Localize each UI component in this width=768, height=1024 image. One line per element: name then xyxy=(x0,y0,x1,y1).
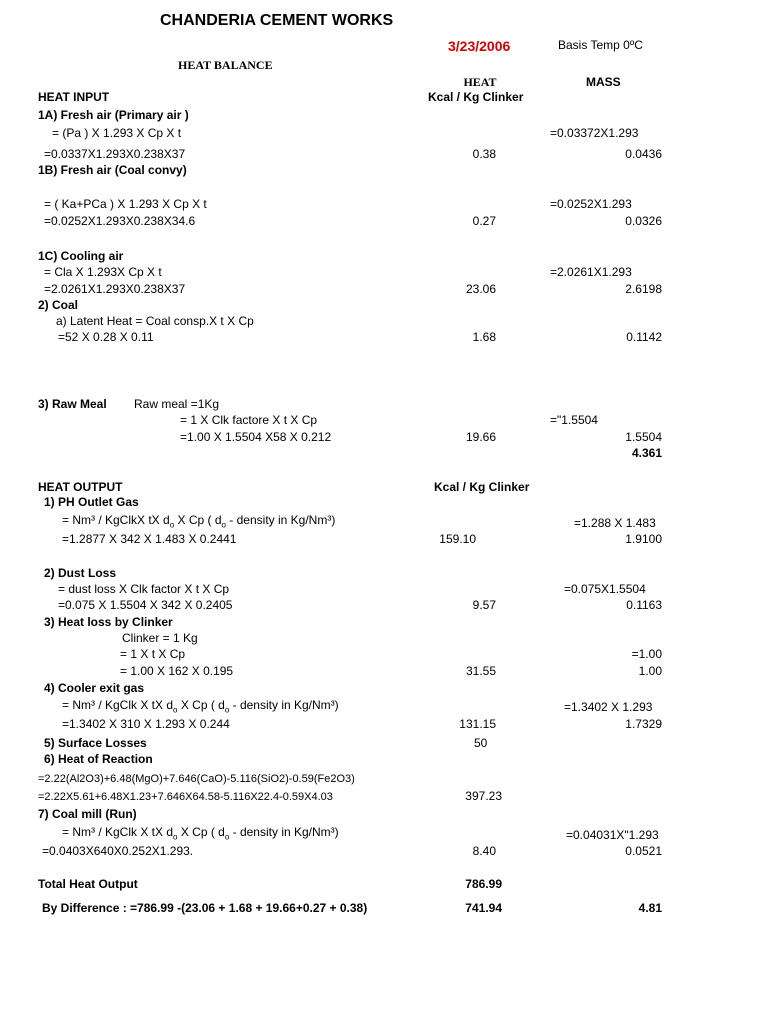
coal-heat: 1.68 xyxy=(472,330,496,344)
clinker-formula: = 1 X t X Cp xyxy=(120,647,186,661)
dust-loss-mass-formula: =0.075X1.5504 xyxy=(564,582,646,596)
by-difference-mass: 4.81 xyxy=(638,901,662,915)
heat-input-heading: HEAT INPUT xyxy=(38,90,110,104)
by-difference-heat: 741.94 xyxy=(465,901,502,915)
fresh-air-coal-mass-formula: =0.0252X1.293 xyxy=(550,197,632,211)
coal-mill-label: 7) Coal mill (Run) xyxy=(38,807,137,821)
dust-loss-formula: = dust loss X Clk factor X t X Cp xyxy=(58,582,230,596)
ph-outlet-gas-label: 1) PH Outlet Gas xyxy=(44,495,139,509)
raw-meal-formula: = 1 X Clk factore X t X Cp xyxy=(180,413,318,427)
cooling-air-calc: =2.0261X1.293X0.238X37 xyxy=(44,282,186,296)
raw-meal-mass-formula: ="1.5504 xyxy=(550,413,598,427)
ph-outlet-gas-mass: 1.9100 xyxy=(625,532,662,546)
raw-meal-note: Raw meal =1Kg xyxy=(134,397,220,411)
basis-temperature: Basis Temp 0ºC xyxy=(558,38,643,52)
raw-meal-mass: 1.5504 xyxy=(625,430,662,444)
cooler-exit-gas-heat: 131.15 xyxy=(459,717,496,731)
ph-outlet-gas-mass-formula: =1.288 X 1.483 xyxy=(574,516,656,530)
coal-formula: a) Latent Heat = Coal consp.X t X Cp xyxy=(56,314,254,328)
cooling-air-heat: 23.06 xyxy=(465,282,496,296)
heat-column-unit: Kcal / Kg Clinker xyxy=(428,90,524,104)
raw-meal-calc: =1.00 X 1.5504 X58 X 0.212 xyxy=(180,430,332,444)
fresh-air-coal-heat: 0.27 xyxy=(472,214,496,228)
cooling-air-formula: = Cla X 1.293X Cp X t xyxy=(44,265,162,279)
heat-of-reaction-calc: =2.22X5.61+6.48X1.23+7.646X64.58-5.116X22.4-0.59X4.03 xyxy=(38,791,333,803)
coal-mill-calc: =0.0403X640X0.252X1.293. xyxy=(42,844,194,858)
clinker-heat: 31.55 xyxy=(465,664,496,678)
heat-of-reaction-heat: 397.23 xyxy=(465,789,502,803)
cooler-exit-gas-formula: = Nm³ / KgClk X tX $d_o$ X Cp ( $d_o$ - density in Kg/Nm³) xyxy=(62,698,339,715)
mass-column-header: MASS xyxy=(586,75,621,89)
total-heat-output-value: 786.99 xyxy=(465,877,502,891)
coal-mass: 0.1142 xyxy=(626,330,662,344)
cooler-exit-gas-mass-formula: =1.3402 X 1.293 xyxy=(564,700,653,714)
input-mass-total: 4.361 xyxy=(631,446,662,460)
cooling-air-mass: 2.6198 xyxy=(625,282,662,296)
cooler-exit-gas-mass: 1.7329 xyxy=(625,717,662,731)
fresh-air-coal-label: 1B) Fresh air (Coal convy) xyxy=(38,163,187,177)
cooler-exit-gas-label: 4) Cooler exit gas xyxy=(44,681,145,695)
coal-mill-heat: 8.40 xyxy=(472,844,496,858)
cooling-air-mass-formula: =2.0261X1.293 xyxy=(550,265,632,279)
clinker-heat-loss-label: 3) Heat loss by Clinker xyxy=(44,615,173,629)
cooler-exit-gas-calc: =1.3402 X 310 X 1.293 X 0.244 xyxy=(62,717,230,731)
dust-loss-label: 2) Dust Loss xyxy=(44,566,117,580)
ph-outlet-gas-heat: 159.10 xyxy=(439,532,476,546)
heat-of-reaction-label: 6) Heat of Reaction xyxy=(44,752,153,766)
heat-column-header: HEAT xyxy=(463,75,497,89)
coal-label: 2) Coal xyxy=(38,298,79,312)
heat-balance-subtitle: HEAT BALANCE xyxy=(178,58,273,72)
cooling-air-label: 1C) Cooling air xyxy=(38,249,124,263)
surface-losses-label: 5) Surface Losses xyxy=(44,736,147,750)
heat-output-unit: Kcal / Kg Clinker xyxy=(434,480,530,494)
report-date: 3/23/2006 xyxy=(448,38,511,54)
coal-mill-mass-formula: =0.04031X"1.293 xyxy=(566,828,659,842)
clinker-mass: 1.00 xyxy=(638,664,662,678)
clinker-mass-formula: =1.00 xyxy=(631,647,662,661)
fresh-air-coal-calc: =0.0252X1.293X0.238X34.6 xyxy=(44,214,196,228)
raw-meal-heat: 19.66 xyxy=(465,430,496,444)
document-title: CHANDERIA CEMENT WORKS xyxy=(160,12,394,29)
fresh-air-primary-mass: 0.0436 xyxy=(625,147,662,161)
fresh-air-primary-calc: =0.0337X1.293X0.238X37 xyxy=(44,147,186,161)
clinker-calc: = 1.00 X 162 X 0.195 xyxy=(120,664,234,678)
clinker-note: Clinker = 1 Kg xyxy=(122,631,198,645)
dust-loss-mass: 0.1163 xyxy=(626,598,662,612)
ph-outlet-gas-formula: = Nm³ / KgClkX tX $d_o$ X Cp ( $d_o$ - density in Kg/Nm³) xyxy=(62,513,336,530)
fresh-air-primary-label: 1A) Fresh air (Primary air ) xyxy=(38,108,189,122)
raw-meal-label: 3) Raw Meal xyxy=(38,397,107,411)
dust-loss-heat: 9.57 xyxy=(472,598,496,612)
coal-mill-mass: 0.0521 xyxy=(625,844,662,858)
by-difference-label: By Difference : =786.99 -(23.06 + 1.68 + 19.66+0.27 + 0.38) xyxy=(42,901,368,915)
surface-losses-heat: 50 xyxy=(474,736,488,750)
heat-output-heading: HEAT OUTPUT xyxy=(38,480,123,494)
fresh-air-primary-mass-formula: =0.03372X1.293 xyxy=(550,126,639,140)
fresh-air-primary-heat: 0.38 xyxy=(472,147,496,161)
coal-mill-formula: = Nm³ / KgClk X tX $d_o$ X Cp ( $d_o$ - density in Kg/Nm³) xyxy=(62,825,339,842)
dust-loss-calc: =0.075 X 1.5504 X 342 X 0.2405 xyxy=(58,598,233,612)
total-heat-output-label: Total Heat Output xyxy=(38,877,138,891)
fresh-air-primary-formula: = (Pa ) X 1.293 X Cp X t xyxy=(52,126,182,140)
fresh-air-coal-formula: = ( Ka+PCa ) X 1.293 X Cp X t xyxy=(44,197,207,211)
coal-calc: =52 X 0.28 X 0.11 xyxy=(58,330,154,344)
ph-outlet-gas-calc: =1.2877 X 342 X 1.483 X 0.2441 xyxy=(62,532,237,546)
fresh-air-coal-mass: 0.0326 xyxy=(625,214,662,228)
heat-of-reaction-formula: =2.22(Al2O3)+6.48(MgO)+7.646(CaO)-5.116(SiO2)-0.59(Fe2O3) xyxy=(38,773,355,785)
